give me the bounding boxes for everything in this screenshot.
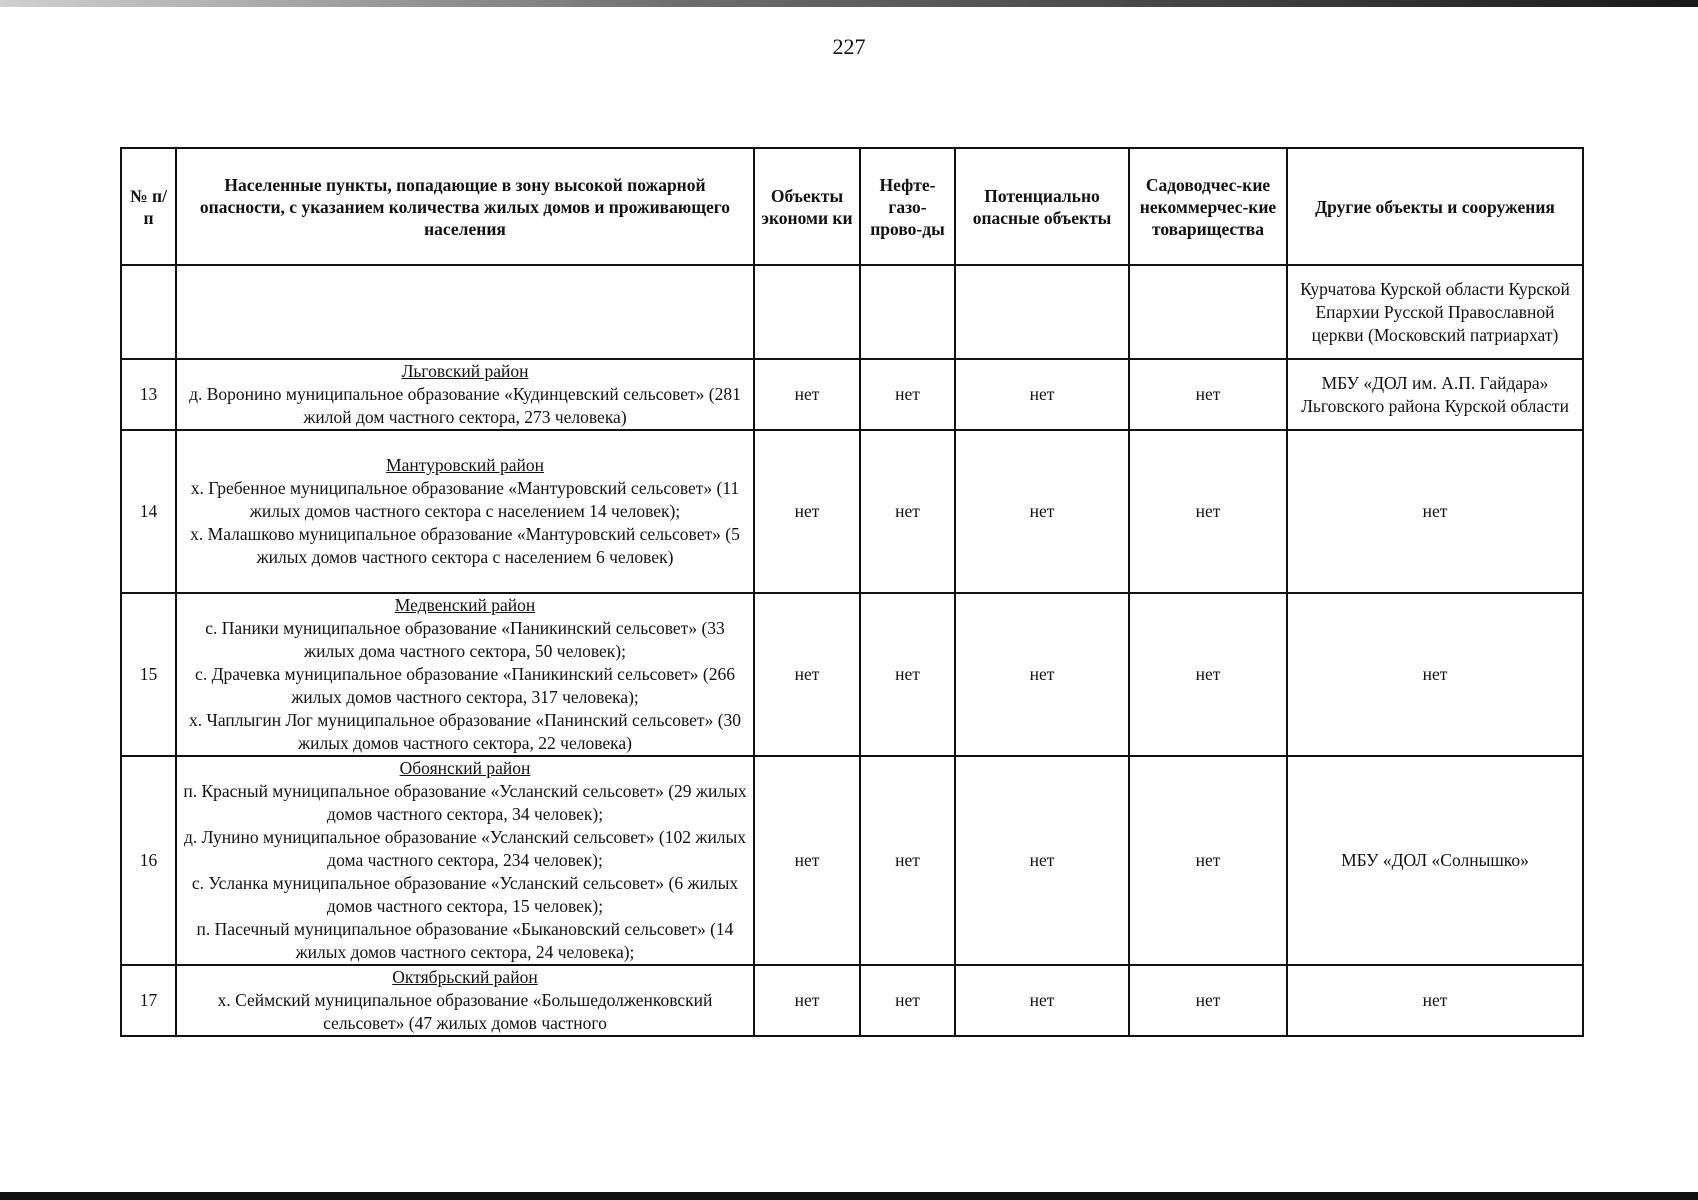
settlement-entry: х. Малашково муниципальное образование «Мантуровский сельсовет» (5 жилых домов частного сектора с населением 6 человек) [190,524,740,567]
row-hazardous: нет [955,756,1129,965]
row-settlements [176,359,754,430]
settlement-entry: д. Лунино муниципальное образование «Усланский сельсовет» (102 жилых дома частного сектора, 234 человек); [183,827,747,870]
table-row [121,359,1583,430]
row-settlements [176,756,754,965]
header-hazardous: Потенциально опасные объекты [955,148,1129,265]
table-row [121,430,1583,593]
header-economy: Объекты экономи ки [754,148,860,265]
scan-bottom-edge [0,1192,1698,1200]
row-hazardous: нет [955,359,1129,430]
continuation-settlements [176,265,754,359]
settlement-entry: х. Гребенное муниципальное образование «Мантуровский сельсовет» (11 жилых домов частного сектора с населением 14 человек); [190,478,740,521]
row-pipelines: нет [860,593,955,756]
row-other: нет [1287,593,1583,756]
header-pipelines: Нефте-газо-прово-ды [860,148,955,265]
row-pipelines: нет [860,359,955,430]
row-hazardous: нет [955,965,1129,1036]
row-num: 15 [121,593,176,756]
row-gardening: нет [1129,593,1287,756]
settlement-entry: х. Сеймский муниципальное образование «Большедолженковский сельсовет» (47 жилых домов частного [217,990,713,1033]
continuation-economy [754,265,860,359]
row-settlements [176,430,754,593]
scan-top-edge [0,0,1698,7]
district-name: Льговский район [401,361,529,381]
row-pipelines: нет [860,430,955,593]
row-settlements [176,965,754,1036]
district-name: Мантуровский район [386,455,544,475]
row-settlements [176,593,754,756]
header-gardening: Садоводчес-кие некоммерчес-кие товарищества [1129,148,1287,265]
row-pipelines: нет [860,965,955,1036]
continuation-num [121,265,176,359]
settlement-entry: п. Пасечный муниципальное образование «Быкановский сельсовет» (14 жилых домов частного сектора, 24 человека); [196,919,734,962]
header-row [121,148,1583,265]
continuation-pipelines [860,265,955,359]
continuation-gardening [1129,265,1287,359]
row-economy: нет [754,756,860,965]
district-name: Октябрьский район [392,967,538,987]
header-num: № п/п [121,148,176,265]
settlement-entry: с. Драчевка муниципальное образование «Паникинский сельсовет» (266 жилых домов частного сектора, 317 человека); [195,664,735,707]
table-row [121,593,1583,756]
row-economy: нет [754,593,860,756]
continuation-row [121,265,1583,359]
row-gardening: нет [1129,359,1287,430]
table-row [121,756,1583,965]
row-pipelines: нет [860,756,955,965]
row-gardening: нет [1129,756,1287,965]
settlement-entry: с. Паники муниципальное образование «Паникинский сельсовет» (33 жилых дома частного сектора, 50 человек); [205,618,725,661]
row-other: нет [1287,430,1583,593]
settlement-entry: х. Чаплыгин Лог муниципальное образование «Панинский сельсовет» (30 жилых домов частного сектора, 22 человека) [188,710,742,753]
fire-risk-table [120,147,1584,1037]
row-economy: нет [754,359,860,430]
row-other: МБУ «ДОЛ «Солнышко» [1287,756,1583,965]
settlement-entry: д. Воронино муниципальное образование «Кудинцевский сельсовет» (281 жилой дом частного сектора, 273 человека) [189,384,741,427]
row-num: 16 [121,756,176,965]
row-other: нет [1287,965,1583,1036]
district-name: Обоянский район [399,758,531,778]
header-other: Другие объекты и сооружения [1287,148,1583,265]
row-num: 14 [121,430,176,593]
row-gardening: нет [1129,965,1287,1036]
row-hazardous: нет [955,593,1129,756]
settlement-entry: с. Усланка муниципальное образование «Усланский сельсовет» (6 жилых домов частного сектора, 15 человек); [191,873,739,916]
row-gardening: нет [1129,430,1287,593]
settlement-entry: п. Красный муниципальное образование «Усланский сельсовет» (29 жилых домов частного сектора, 34 человек); [183,781,747,824]
row-other: МБУ «ДОЛ им. А.П. Гайдара» Льговского района Курской области [1287,359,1583,430]
district-name: Медвенский район [394,595,536,615]
page-number: 227 [832,34,866,59]
row-num: 17 [121,965,176,1036]
continuation-other: Курчатова Курской области Курской Епархии Русской Православной церкви (Московский патриархат) [1287,265,1583,359]
row-num: 13 [121,359,176,430]
table-row [121,965,1583,1036]
continuation-hazardous [955,265,1129,359]
row-economy: нет [754,965,860,1036]
header-settlements: Населенные пункты, попадающие в зону высокой пожарной опасности, с указанием количества жилых домов и проживающего населения [176,148,754,265]
row-economy: нет [754,430,860,593]
row-hazardous: нет [955,430,1129,593]
